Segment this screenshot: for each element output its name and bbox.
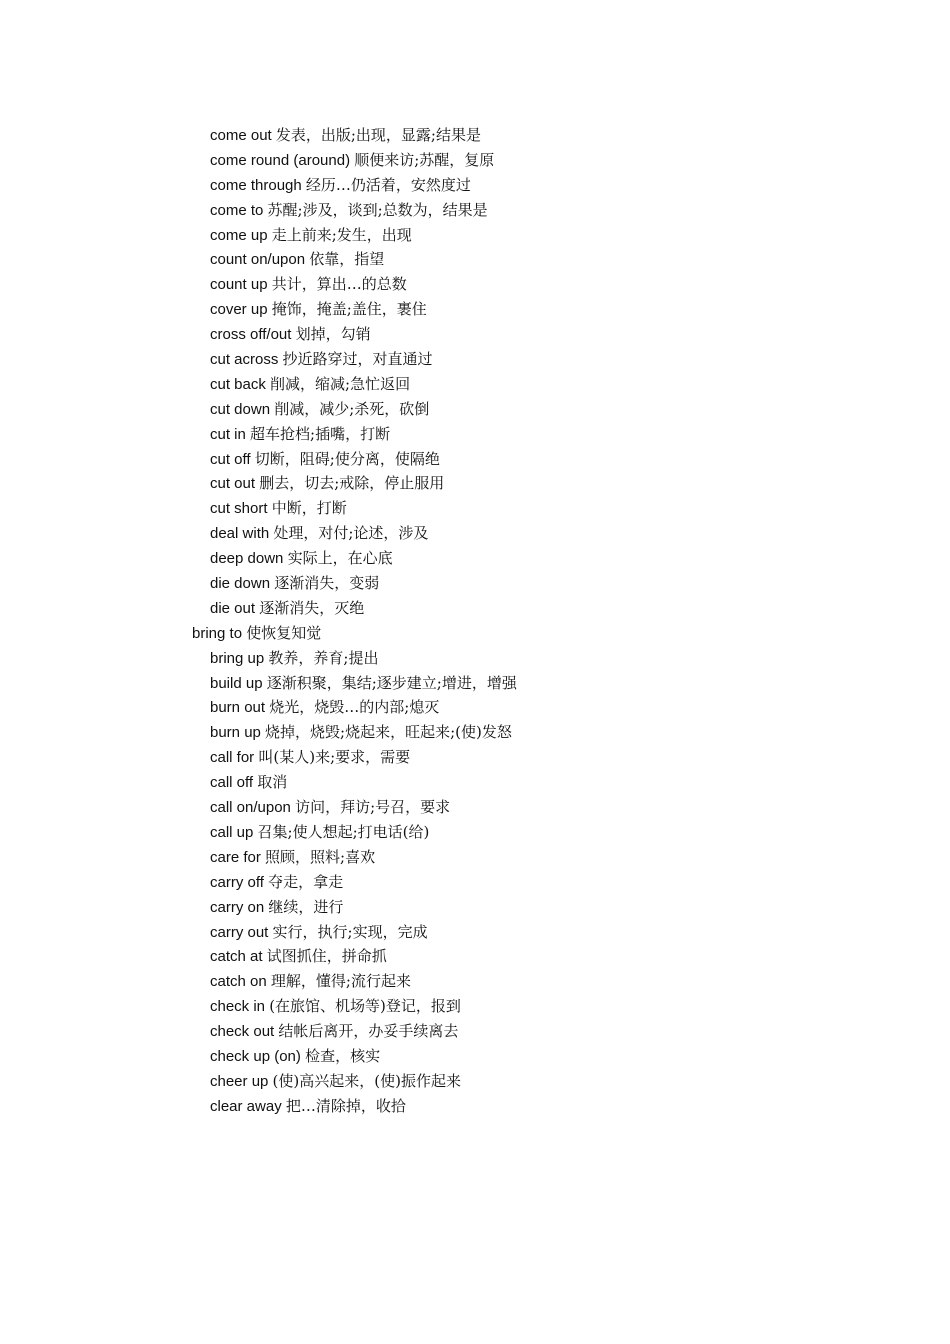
list-item (0, 795, 950, 820)
list-item (0, 745, 950, 770)
list-item (0, 770, 950, 795)
phrase-term: die out (210, 599, 256, 617)
phrase-term: build up (210, 674, 263, 692)
list-item (0, 720, 950, 745)
phrase-gloss: 继续，进行 (268, 897, 344, 916)
phrase-term: clear away (210, 1097, 282, 1115)
phrase-term: call up (210, 823, 254, 841)
phrase-gloss: 烧光，烧毁…的内部;熄灭 (269, 698, 440, 717)
phrase-term: deep down (210, 550, 284, 568)
list-item (0, 895, 950, 920)
list-item (0, 596, 950, 621)
phrase-term: cheer up (210, 1072, 269, 1090)
phrase-gloss: 中断，打断 (271, 499, 347, 518)
phrase-gloss: 删去，切去;戒除，停止服用 (259, 474, 445, 493)
phrase-term: check in (210, 998, 266, 1016)
list-item (0, 123, 950, 148)
list-item (0, 297, 950, 322)
phrase-gloss: 实际上，在心底 (287, 549, 393, 568)
phrase-term: bring to (192, 624, 243, 642)
list-item (0, 695, 950, 720)
phrase-term: check up (on) (210, 1047, 301, 1065)
phrase-gloss: 取消 (257, 773, 288, 792)
list-item (0, 845, 950, 870)
phrase-term: come out (210, 127, 272, 144)
phrase-term: cut out (210, 475, 256, 493)
phrase-term: call on/upon (210, 799, 291, 817)
phrase-gloss: 叫(某人)来;要求，需要 (258, 748, 411, 767)
list-item (0, 223, 950, 248)
list-item (0, 521, 950, 546)
phrase-term: deal with (210, 525, 270, 543)
phrase-term: cut short (210, 500, 268, 518)
list-item (0, 198, 950, 223)
list-item (0, 671, 950, 696)
phrase-term: die down (210, 575, 271, 593)
list-item (0, 247, 950, 272)
phrase-gloss: 抄近路穿过，对直通过 (282, 350, 433, 369)
phrase-gloss: 苏醒;涉及，谈到;总数为，结果是 (267, 200, 488, 219)
phrase-gloss: 切断，阻碍;使分离，使隔绝 (254, 449, 440, 468)
phrase-term: cut off (210, 450, 251, 468)
phrase-gloss: (在旅馆、机场等)登记，报到 (269, 997, 461, 1016)
list-item (0, 447, 950, 472)
phrase-gloss: 逐渐积聚，集结;逐步建立;增进，增强 (266, 673, 517, 692)
list-item (0, 173, 950, 198)
phrase-gloss: 烧掉，烧毁;烧起来，旺起来;(使)发怒 (265, 723, 512, 742)
phrase-gloss: 结帐后离开，办妥手续离去 (278, 1022, 459, 1041)
phrase-gloss: 检查，核实 (305, 1046, 381, 1065)
phrase-term: catch on (210, 973, 267, 991)
list-item (0, 397, 950, 422)
list-item (0, 1044, 950, 1069)
phrase-term: call for (210, 749, 255, 767)
phrase-term: carry off (210, 873, 264, 891)
phrase-list (0, 123, 950, 1119)
phrase-gloss: 共计，算出…的总数 (271, 275, 407, 294)
phrase-term: call off (210, 774, 254, 792)
phrase-term: cut across (210, 351, 279, 369)
phrase-term: count up (210, 276, 268, 294)
list-item (0, 994, 950, 1019)
phrase-term: cut back (210, 375, 266, 393)
phrase-term: come to (210, 201, 264, 219)
phrase-gloss: 划掉，勾销 (295, 325, 371, 344)
phrase-gloss: 逐渐消失，灭绝 (259, 598, 365, 617)
list-item (0, 870, 950, 895)
phrase-gloss: 发表，出版;出现，显露;结果是 (275, 126, 481, 144)
phrase-term: burn out (210, 699, 266, 717)
list-item (0, 920, 950, 945)
phrase-gloss: 教养，养育;提出 (268, 648, 379, 667)
list-item (0, 944, 950, 969)
phrase-gloss: (使)高兴起来，(使)振作起来 (272, 1071, 461, 1090)
list-item (0, 148, 950, 173)
list-item (0, 1019, 950, 1044)
list-item (0, 621, 950, 646)
phrase-term: catch at (210, 948, 263, 966)
phrase-term: burn up (210, 724, 261, 742)
phrase-term: cut down (210, 400, 271, 418)
phrase-gloss: 访问，拜访;号召，要求 (295, 798, 451, 817)
phrase-gloss: 照顾，照料;喜欢 (265, 847, 376, 866)
phrase-gloss: 召集;使人想起;打电话(给) (257, 822, 430, 841)
list-item (0, 646, 950, 671)
phrase-gloss: 顺便来访;苏醒，复原 (354, 150, 495, 169)
phrase-gloss: 理解，懂得;流行起来 (270, 972, 411, 991)
list-item (0, 272, 950, 297)
list-item (0, 1094, 950, 1119)
phrase-gloss: 使恢复知觉 (246, 623, 322, 642)
phrase-term: come up (210, 226, 268, 244)
phrase-gloss: 削减，减少;杀死，砍倒 (274, 399, 430, 418)
phrase-gloss: 逐渐消失，变弱 (274, 574, 380, 593)
phrase-term: count on/upon (210, 251, 306, 269)
phrase-gloss: 超车抢档;插嘴，打断 (250, 424, 391, 443)
list-item (0, 471, 950, 496)
phrase-gloss: 夺走，拿走 (268, 872, 344, 891)
phrase-gloss: 走上前来;发生，出现 (271, 225, 412, 244)
phrase-term: carry on (210, 898, 265, 916)
phrase-term: come round (around) (210, 151, 351, 169)
phrase-term: cover up (210, 301, 268, 319)
phrase-term: bring up (210, 649, 265, 667)
phrase-gloss: 处理，对付;论述，涉及 (273, 524, 429, 543)
list-item (0, 1069, 950, 1094)
list-item (0, 969, 950, 994)
phrase-term: cross off/out (210, 326, 292, 344)
phrase-gloss: 削减，缩减;急忙返回 (270, 374, 411, 393)
phrase-gloss: 依靠，指望 (309, 250, 385, 269)
list-item (0, 422, 950, 447)
phrase-gloss: 试图抓住，拼命抓 (266, 947, 387, 966)
list-item (0, 347, 950, 372)
phrase-term: come through (210, 176, 302, 194)
phrase-term: carry out (210, 923, 269, 941)
phrase-gloss: 实行，执行;实现，完成 (272, 922, 428, 941)
phrase-gloss: 经历…仍活着，安然度过 (305, 175, 471, 194)
list-item (0, 496, 950, 521)
phrase-term: care for (210, 848, 261, 866)
phrase-gloss: 掩饰，掩盖;盖住，裹住 (271, 300, 427, 319)
list-item (0, 322, 950, 347)
phrase-term: cut in (210, 425, 246, 443)
list-item (0, 571, 950, 596)
phrase-gloss: 把…清除掉，收拾 (285, 1096, 406, 1115)
phrase-term: check out (210, 1023, 275, 1041)
list-item (0, 372, 950, 397)
list-item (0, 546, 950, 571)
list-item (0, 820, 950, 845)
